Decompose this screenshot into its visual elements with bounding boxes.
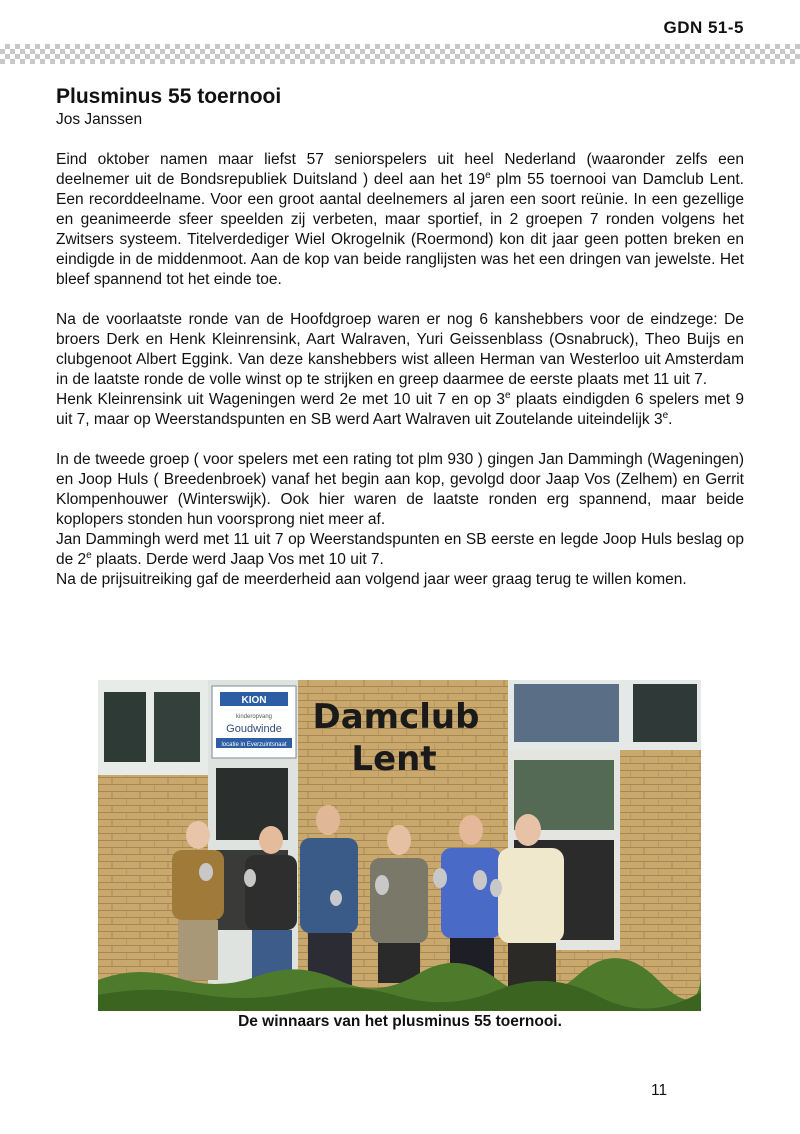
article-title: Plusminus 55 toernooi [56, 85, 282, 108]
article [56, 84, 744, 590]
sign-line-1: Damclub [312, 697, 480, 737]
paragraph-1: Eind oktober namen maar liefst 57 seniorspelers uit heel Nederland (waaronder zelfs een deelnemer uit de Bondsrepubliek Duitsland ) deel aan het 19e plm 55 toernooi van Damclub Lent. Een recorddeelname. Voor een groot aantal deelnemers al jaren een soort reünie. In een gezellige en geanimeerde sfeer speelden zij verbeten, maar sportief, in 2 groepen 7 ronden volgens het Zwitsers systeem. Titelverdediger Wiel Okrogelnik (Roermond) kon dit jaar geen potten breken en eindigde in de middenmoot. Aan de kop van beide ranglijsten was het een dringen van jewelste. Het bleef spannend tot het einde toe. [56, 151, 744, 288]
plaque-name: Goudwinde [226, 723, 282, 735]
checker-band [0, 44, 800, 64]
paragraph-6: Na de prijsuitreiking gaf de meerderheid aan volgend jaar weer graag terug te willen komen. [56, 571, 687, 588]
paragraph-3: Henk Kleinrensink uit Wageningen werd 2e met 10 uit 7 en op 3e plaats eindigden 6 spelers met 9 uit 7, maar op Weerstandspunten en SB werd Aart Walraven uit Zoutelande uiteindelijk 3e. [56, 389, 744, 428]
header-code: GDN 51-5 [663, 18, 744, 37]
winners-photo [98, 680, 701, 1011]
page-number: 11 [651, 1082, 668, 1099]
paragraph-5: Jan Dammingh werd met 11 uit 7 op Weerstandspunten en SB eerste en legde Joop Huls beslag op de 2e plaats. Derde werd Jaap Vos met 10 uit 7. [56, 531, 744, 568]
article-author: Jos Janssen [56, 111, 143, 128]
plaque-sub: locatie in Everzuintsnaat [221, 742, 287, 748]
sign-line-2: Lent [351, 739, 437, 779]
plaque-logo: KION [241, 695, 267, 706]
paragraph-4: In de tweede groep ( voor spelers met een rating tot plm 930 ) gingen Jan Dammingh (Wageningen) en Joop Huls ( Breedenbroek) vanaf het begin aan kop, gevolgd door Jaap Vos (Zelhem) en Gerrit Klompenhouwer (Winterswijk). Ook hier waren de laatste ronden erg spannend, maar beide koplopers stonden hun voorsprong niet meer af. [56, 451, 744, 528]
photo-caption: De winnaars van het plusminus 55 toernooi. [238, 1013, 562, 1030]
plaque-small: kinderopvang [235, 714, 273, 720]
paragraph-2: Na de voorlaatste ronde van de Hoofdgroep waren er nog 6 kanshebbers voor de eindzege: De broers Derk en Henk Kleinrensink, Aart Walraven, Yuri Geissenblass (Osnabruck), Theo Buijs en clubgenoot Albert Eggink. Van deze kanshebbers wist alleen Herman van Westerloo uit Amsterdam in de laatste ronde de volle winst op te strijken en greep daarmee de eerste plaats met 11 uit 7. [56, 311, 744, 388]
